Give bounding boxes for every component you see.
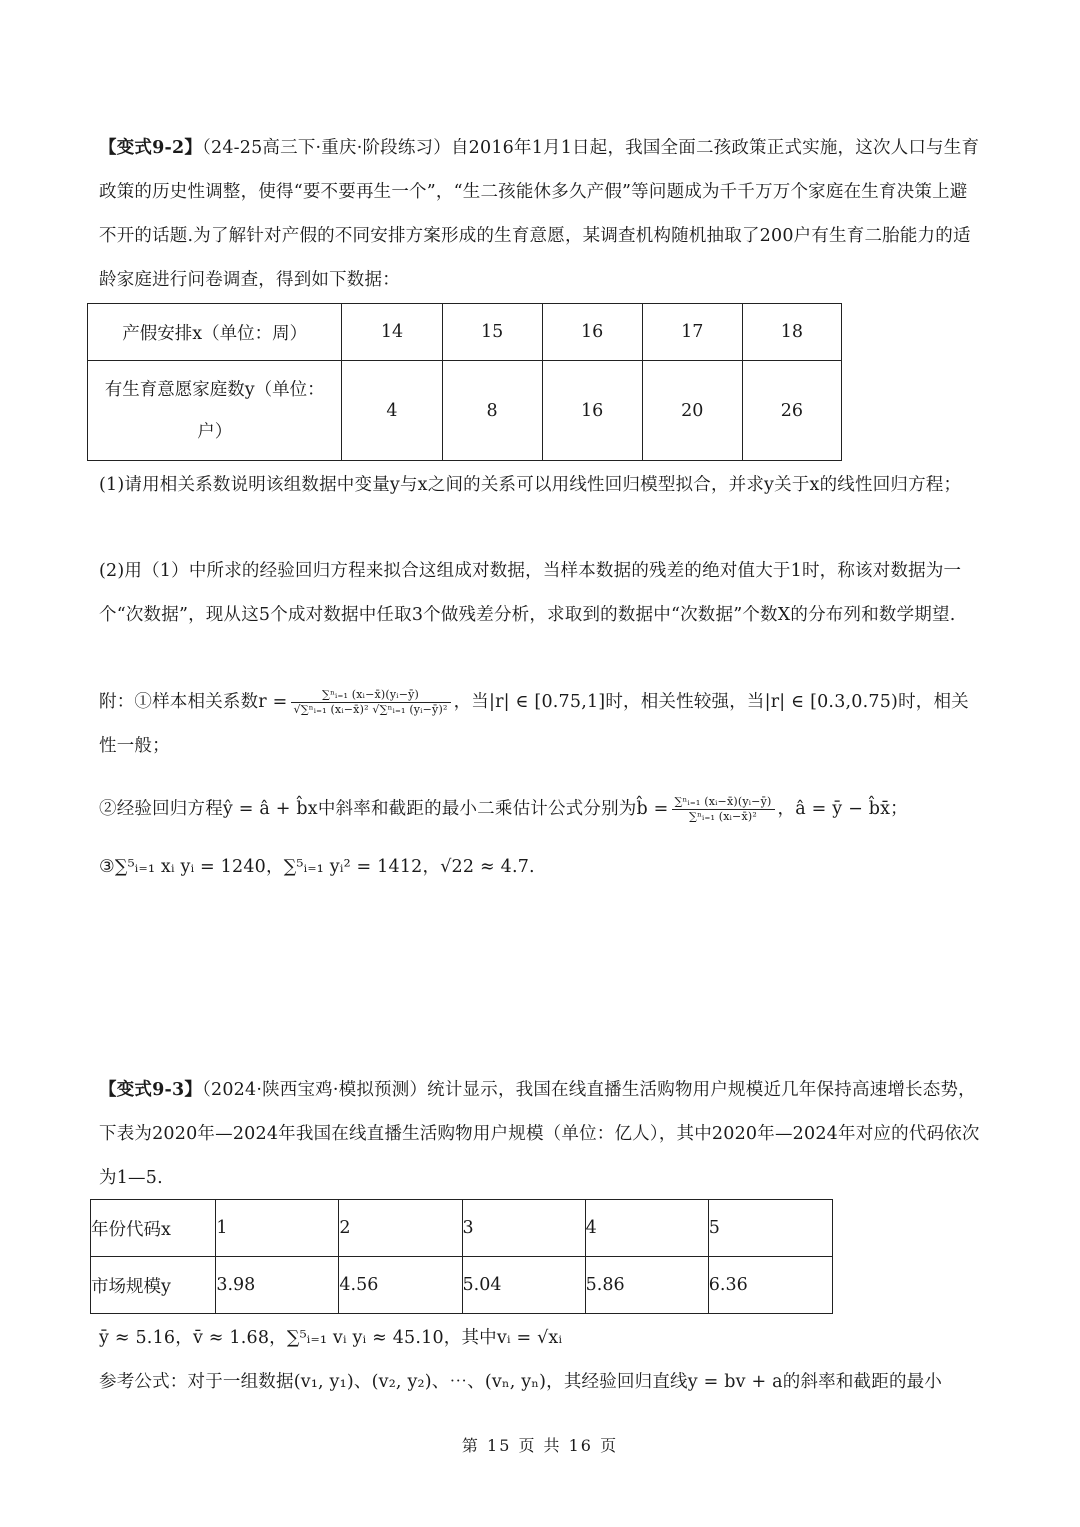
table-cell: 17 — [642, 304, 742, 361]
table-cell: 5.04 — [462, 1257, 585, 1314]
table-header-cell: 产假安排x（单位：周） — [88, 304, 342, 361]
table-cell: 5 — [708, 1200, 832, 1257]
table-cell: 16 — [542, 304, 642, 361]
table-cell: 5.86 — [585, 1257, 708, 1314]
correlation-fraction — [291, 688, 451, 717]
table-row — [88, 361, 842, 461]
table-cell: 3.98 — [216, 1257, 339, 1314]
table-cell: 15 — [442, 304, 542, 361]
question-9-3-stem — [99, 1068, 983, 1200]
question-tag: 【变式9-3】 — [99, 1080, 203, 1100]
table-cell: 8 — [442, 361, 542, 461]
table-cell: 2 — [339, 1200, 462, 1257]
label-line: 有生育意愿家庭数y（单位： — [104, 379, 325, 400]
table-row — [91, 1257, 833, 1314]
table-cell: 14 — [342, 304, 442, 361]
note-text: ②经验回归方程ŷ = â + b̂x中斜率和截距的最小二乘估计公式分别为b̂ = — [99, 799, 669, 819]
table-cell: 3 — [462, 1200, 585, 1257]
note-text: ，当|r| ∈ [0.75,1]时，相关性较强，当|r| ∈ [0.3,0.75)时，相关性一般； — [99, 692, 969, 756]
table-cell: 6.36 — [708, 1257, 832, 1314]
fraction-denominator: ∑ⁿᵢ₌₁ (xᵢ−x̄)² — [689, 810, 757, 823]
slope-fraction — [672, 795, 775, 824]
table-cell: 18 — [742, 304, 841, 361]
table-cell: 26 — [742, 361, 841, 461]
table-cell: 4 — [585, 1200, 708, 1257]
note-correlation-formula — [99, 680, 983, 768]
statistics-line: ȳ ≈ 5.16，v̄ ≈ 1.68，∑⁵ᵢ₌₁ vᵢ yᵢ ≈ 45.10，其中vᵢ = √xᵢ — [99, 1328, 563, 1348]
label-line: 户） — [197, 421, 233, 442]
table-cell: 1 — [216, 1200, 339, 1257]
fraction-numerator: ∑ⁿᵢ₌₁ (xᵢ−x̄)(yᵢ−ȳ) — [672, 795, 775, 810]
survey-table — [87, 303, 842, 461]
question-9-2-stem — [99, 126, 983, 302]
table-cell: 16 — [542, 361, 642, 461]
reference-formula-line: 参考公式：对于一组数据(v₁, y₁)、(v₂, y₂)、⋯、(vₙ, yₙ)，其经验回归直线y = bv + a的斜率和截距的最小 — [99, 1372, 943, 1392]
table-row — [88, 304, 842, 361]
note-text: 附：①样本相关系数r = — [99, 692, 288, 712]
question-text: （2024·陕西宝鸡·模拟预测）统计显示，我国在线直播生活购物用户规模近几年保持高速增长态势，下表为2020年—2024年我国在线直播生活购物用户规模（单位：亿人），其中2020年—2024年对应的代码依次为1—5. — [99, 1080, 980, 1188]
page-footer: 第 15 页 共 16 页 — [461, 1436, 619, 1455]
table-header-cell — [88, 361, 342, 461]
table-cell: 4 — [342, 361, 442, 461]
table-cell: 20 — [642, 361, 742, 461]
market-table — [90, 1199, 833, 1314]
note-regression-formula — [99, 787, 983, 831]
table-cell: 4.56 — [339, 1257, 462, 1314]
question-text: （24-25高三下·重庆·阶段练习）自2016年1月1日起，我国全面二孩政策正式实施，这次人口与生育政策的历史性调整，使得“要不要再生一个”，“生二孩能休多久产假”等问题成为千千万万个家庭在生育决策上避不开的话题.为了解针对产假的不同安排方案形成的生育意愿，某调查机构随机抽取了200户有生育二胎能力的适龄家庭进行问卷调查，得到如下数据： — [99, 138, 980, 290]
fraction-denominator: √∑ⁿᵢ₌₁ (xᵢ−x̄)² √∑ⁿᵢ₌₁ (yᵢ−ȳ)² — [293, 703, 448, 716]
table-row — [91, 1200, 833, 1257]
note-sums: ③∑⁵ᵢ₌₁ xᵢ yᵢ = 1240，∑⁵ᵢ₌₁ yᵢ² = 1412，√22 ≈ 4.7. — [99, 857, 535, 877]
question-tag: 【变式9-2】 — [99, 138, 203, 158]
table-header-cell: 市场规模y — [91, 1257, 216, 1314]
question-part-2: (2)用（1）中所求的经验回归方程来拟合这组成对数据，当样本数据的残差的绝对值大于1时，称该对数据为一个“次数据”，现从这5个成对数据中任取3个做残差分析，求取到的数据中“次数据”个数X的分布列和数学期望. — [99, 561, 962, 625]
table-header-cell: 年份代码x — [91, 1200, 216, 1257]
fraction-numerator: ∑ⁿᵢ₌₁ (xᵢ−x̄)(yᵢ−ȳ) — [291, 688, 451, 703]
question-part-1: (1)请用相关系数说明该组数据中变量y与x之间的关系可以用线性回归模型拟合，并求y关于x的线性回归方程； — [99, 475, 962, 495]
note-text: ，â = ȳ − b̂x̄； — [777, 799, 908, 819]
